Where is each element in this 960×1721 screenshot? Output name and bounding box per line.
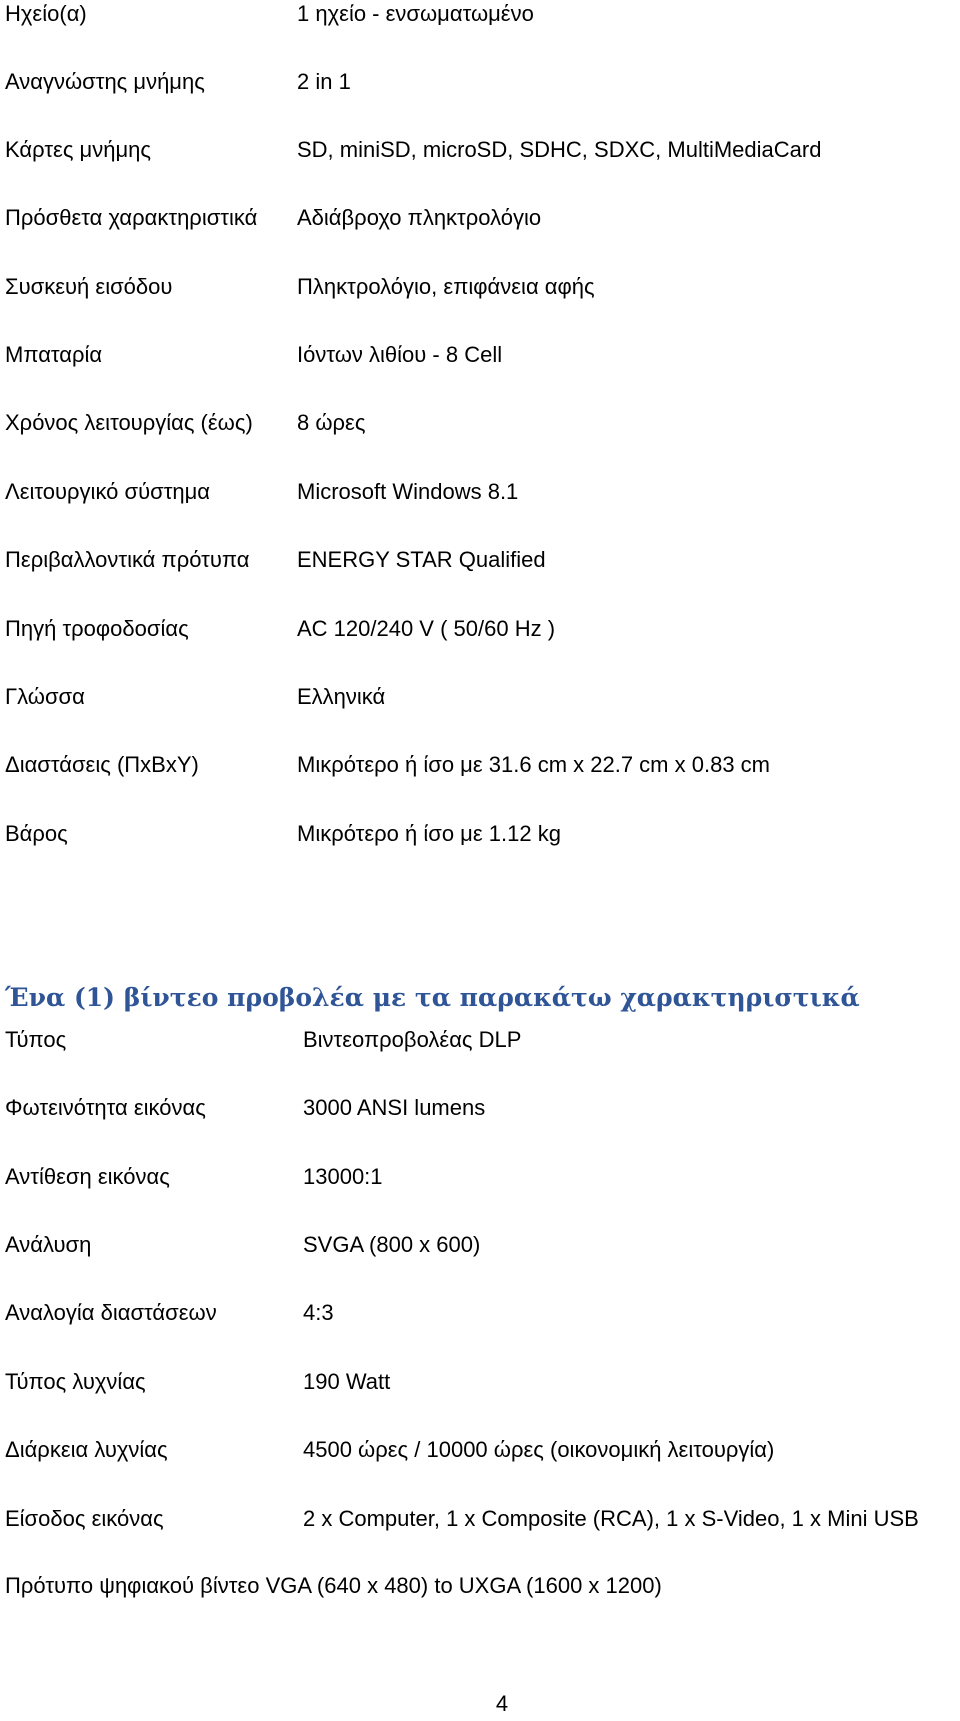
spec-value: 2 x Computer, 1 x Composite (RCA), 1 x S-Video, 1 x Mini USB <box>303 1506 919 1531</box>
spec-label: Αναγνώστης μνήμης <box>5 69 205 94</box>
spec-value: 4:3 <box>303 1300 334 1325</box>
spec-value: Μικρότερο ή ίσο με 1.12 kg <box>297 821 561 846</box>
spec-value: Ιόντων λιθίου - 8 Cell <box>297 342 503 367</box>
spec-label: Είσοδος εικόνας <box>5 1506 164 1531</box>
spec-row <box>0 1499 960 1539</box>
spec-label: Διαστάσεις (ΠxΒxΥ) <box>5 752 199 777</box>
spec-label: Πρόσθετα χαρακτηριστικά <box>5 205 258 230</box>
spec-label: Ανάλυση <box>5 1232 92 1257</box>
spec-value: Πληκτρολόγιο, επιφάνεια αφής <box>297 274 595 299</box>
projector-section-heading: Ένα (1) βίντεο προβολέα με τα παρακάτω χαρακτηριστικά <box>5 983 860 1012</box>
spec-label: Αντίθεση εικόνας <box>5 1164 170 1189</box>
spec-label: Κάρτες μνήμης <box>5 137 151 162</box>
spec-label: Βάρος <box>5 821 68 846</box>
spec-value: Αδιάβροχο πληκτρολόγιο <box>297 205 542 230</box>
spec-value: SD, miniSD, microSD, SDHC, SDXC, MultiMediaCard <box>297 137 822 162</box>
spec-label: Συσκευή εισόδου <box>5 274 173 299</box>
spec-value: 13000:1 <box>303 1164 383 1189</box>
spec-label: Ηχείο(α) <box>5 1 87 26</box>
spec-row <box>0 335 960 375</box>
spec-row <box>0 1020 960 1060</box>
spec-label: Τύπος λυχνίας <box>5 1369 146 1394</box>
spec-row <box>0 0 960 34</box>
spec-row <box>0 198 960 238</box>
spec-row <box>0 609 960 649</box>
spec-row <box>0 1088 960 1128</box>
spec-value: Μικρότερο ή ίσο με 31.6 cm x 22.7 cm x 0.83 cm <box>297 752 770 777</box>
standard-row <box>0 1566 960 1606</box>
spec-label: Γλώσσα <box>5 684 85 709</box>
spec-value: 3000 ANSI lumens <box>303 1095 486 1120</box>
spec-value: 190 Watt <box>303 1369 391 1394</box>
spec-value: 2 in 1 <box>297 69 351 94</box>
spec-label: Περιβαλλοντικά πρότυπα <box>5 547 250 572</box>
spec-row <box>0 472 960 512</box>
spec-label: Μπαταρία <box>5 342 103 367</box>
spec-label: Πρότυπο ψηφιακού βίντεο <box>5 1573 260 1598</box>
spec-label: Χρόνος λειτουργίας (έως) <box>5 410 253 435</box>
spec-row <box>0 130 960 170</box>
spec-value: 8 ώρες <box>297 410 366 435</box>
spec-label: Λειτουργικό σύστημα <box>5 479 211 504</box>
spec-value: Βιντεοπροβολέας DLP <box>303 1027 522 1052</box>
spec-value: 4500 ώρες / 10000 ώρες (οικονομική λειτουργία) <box>303 1437 775 1462</box>
spec-value: Ελληνικά <box>297 684 386 709</box>
spec-row <box>0 1430 960 1470</box>
spec-value: Microsoft Windows 8.1 <box>297 479 519 504</box>
spec-row <box>0 1362 960 1402</box>
spec-label: Φωτεινότητα εικόνας <box>5 1095 206 1120</box>
spec-row <box>0 540 960 580</box>
spec-row <box>0 745 960 785</box>
spec-row <box>0 1225 960 1265</box>
spec-value: 1 ηχείο - ενσωματωμένο <box>297 1 534 26</box>
spec-row <box>0 267 960 307</box>
spec-label: Αναλογία διαστάσεων <box>5 1300 217 1325</box>
spec-label: Διάρκεια λυχνίας <box>5 1437 168 1462</box>
spec-label: Πηγή τροφοδοσίας <box>5 616 189 641</box>
spec-row <box>0 403 960 443</box>
spec-value: ENERGY STAR Qualified <box>297 547 546 572</box>
spec-label: Τύπος <box>5 1027 67 1052</box>
spec-row <box>0 814 960 854</box>
page-number: 4 <box>495 1691 509 1716</box>
spec-row <box>0 1157 960 1197</box>
spec-value: VGA (640 x 480) to UXGA (1600 x 1200) <box>265 1573 662 1598</box>
spec-row <box>0 1293 960 1333</box>
spec-value: SVGA (800 x 600) <box>303 1232 481 1257</box>
spec-row <box>0 677 960 717</box>
spec-row <box>0 62 960 102</box>
spec-value: AC 120/240 V ( 50/60 Hz ) <box>297 616 556 641</box>
